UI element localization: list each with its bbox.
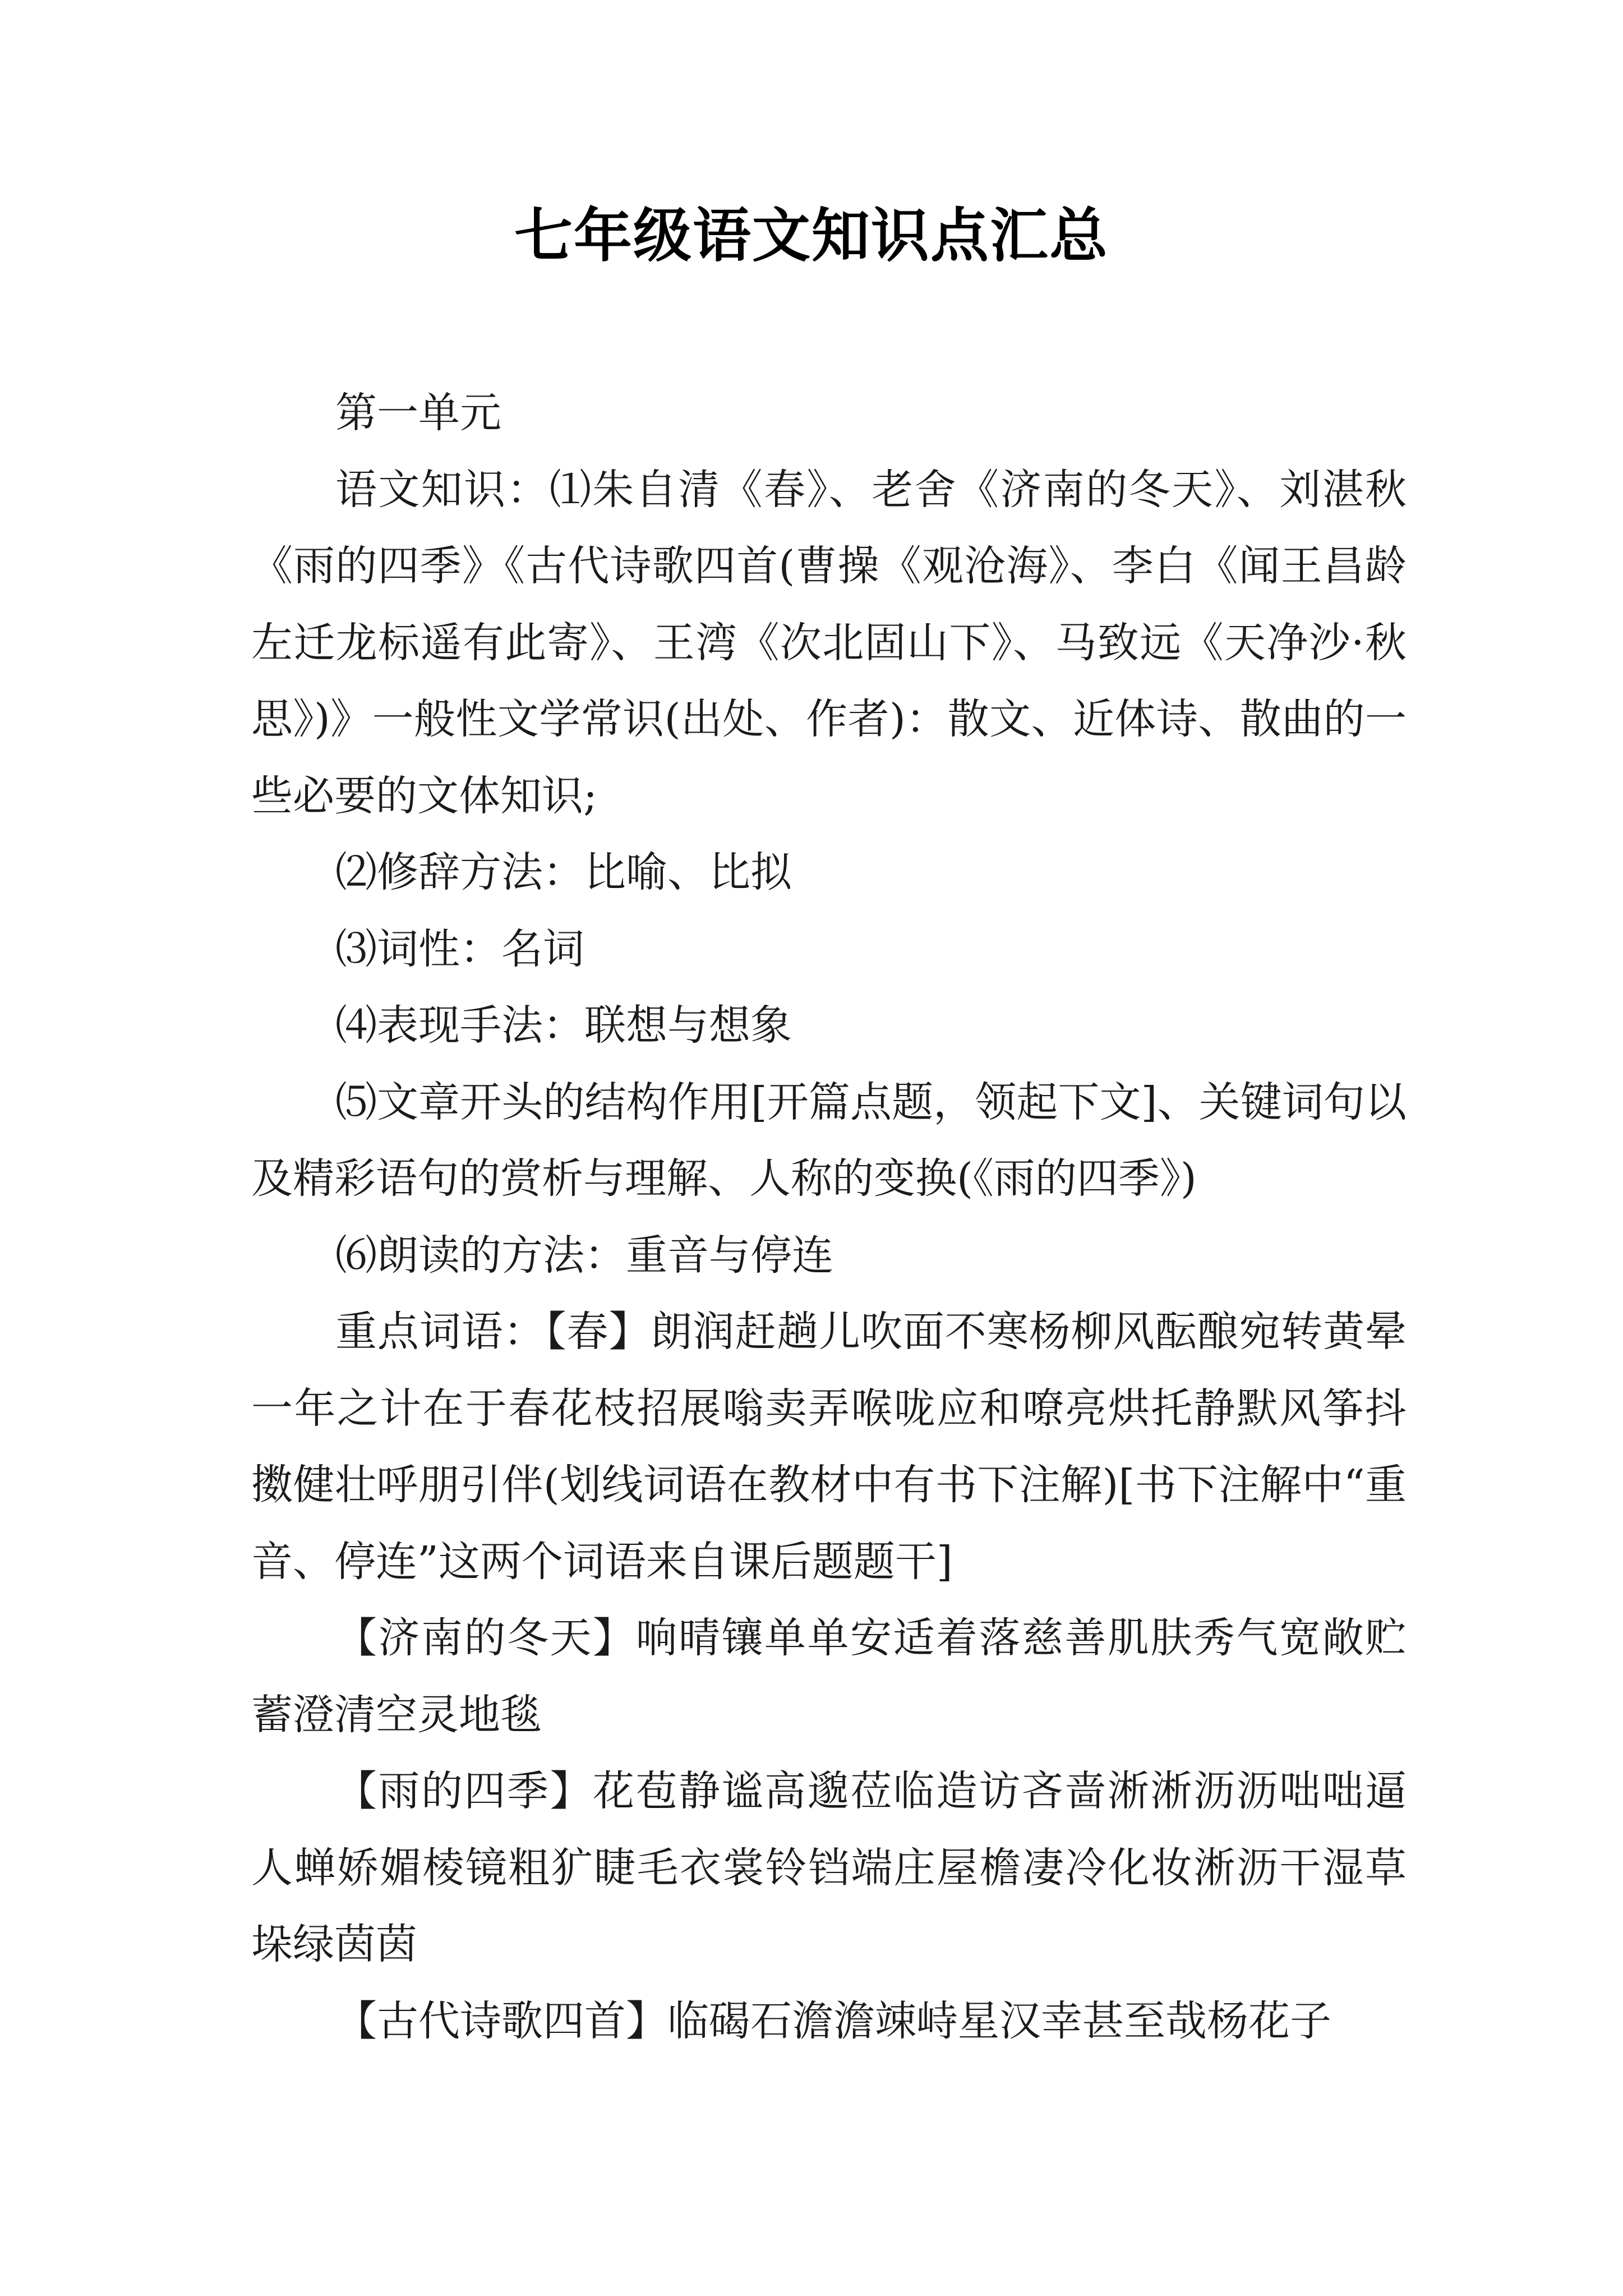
paragraph-rhetoric: ⑵修辞方法：比喻、比拟 <box>335 848 792 896</box>
paragraph-expression-technique: ⑷表现手法：联想与想象 <box>335 1001 792 1050</box>
document-body <box>251 375 1407 2059</box>
paragraph-reading-method: ⑹朗读的方法：重音与停连 <box>335 1231 833 1280</box>
document-title: 七年级语文知识点汇总 <box>514 201 1109 270</box>
paragraph-key-words-jinan: 【济南的冬天】响晴镶单单安适着落慈善肌肤秀气宽敞贮蓄澄清空灵地毯 <box>251 1614 1407 1739</box>
paragraph-key-words-poems: 【古代诗歌四首】临碣石澹澹竦峙星汉幸甚至哉杨花子 <box>335 1996 1331 2045</box>
paragraph-key-words-spring: 重点词语：【春】朗润赶趟儿吹面不寒杨柳风酝酿宛转黄晕一年之计在于春花枝招展嗡卖弄喉咙应和嘹亮烘托静默风筝抖擞健壮呼朋引伴(划线词语在教材中有书下注解)[书下注解中“重音、停连”这两个词语来自课后题题干] <box>251 1308 1407 1586</box>
paragraph-literary-knowledge: 语文知识：⑴朱自清《春》、老舍《济南的冬天》、刘湛秋《雨的四季》《古代诗歌四首(曹操《观沧海》、李白《闻王昌龄左迁龙标遥有此寄》、王湾《次北固山下》、马致远《天净沙·秋思》)》一般性文学常识(出处、作者)：散文、近体诗、散曲的一些必要的文体知识; <box>251 465 1407 820</box>
paragraph-key-words-rain: 【雨的四季】花苞静谧高邈莅临造访吝啬淅淅沥沥咄咄逼人蝉娇媚棱镜粗犷睫毛衣裳铃铛端庄屋檐凄冷化妆淅沥干湿草垛绿茵茵 <box>251 1767 1407 1968</box>
unit-heading: 第一单元 <box>335 389 501 437</box>
paragraph-part-of-speech: ⑶词性：名词 <box>335 924 584 973</box>
paragraph-structure: ⑸文章开头的结构作用[开篇点题，领起下文]、关键词句以及精彩语句的赏析与理解、人称的变换(《雨的四季》) <box>251 1078 1407 1203</box>
